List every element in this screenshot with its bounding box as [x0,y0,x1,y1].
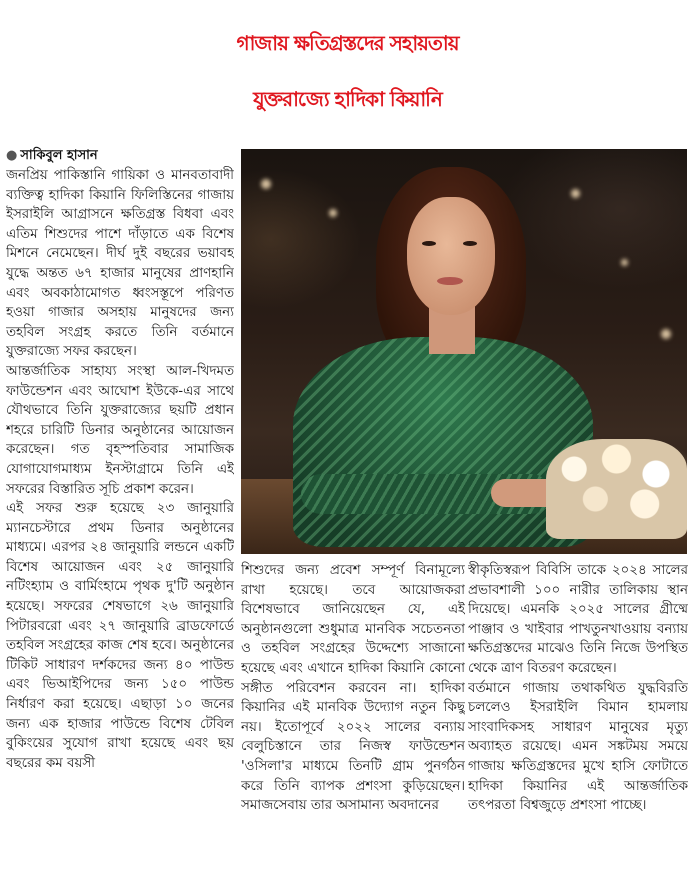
article-paragraph: বর্তমানে গাজায় তথাকথিত যুদ্ধবিরতি চললেও ইসরাইলি বিমান হামলায় সাংবাদিকসহ সাধারণ মানুষের মৃত্যু অব্যাহত রয়েছে। এমন সঙ্কটময় সময়ে গাজায় ক্ষতিগ্রস্তদের মুখে হাসি ফোটাতে হাদিকা কিয়ানির এই আন্তর্জাতিক তৎপরতা বিশ্বজুড়ে প্রশংসা পাচ্ছে। [468,680,688,814]
article-paragraph: জনপ্রিয় পাকিস্তানি গায়িকা ও মানবতাবাদী ব্যক্তিত্ব হাদিকা কিয়ানি ফিলিস্তিনের গাজায় ইসরাইলি আগ্রাসনে ক্ষতিগ্রস্ত বিধবা এবং এতিম শিশুদের পাশে দাঁড়াতে এক বিশেষ মিশনে নেমেছেন। দীর্ঘ দুই বছরের ভয়াবহ যুদ্ধে অন্তত ৬৭ হাজার মানুষের প্রাণহানি এবং অবকাঠামোগত ধ্বংসস্তূপে পরিণত হওয়া গাজার অসহায় মানুষদের জন্য তহবিল সংগ্রহ করতে তিনি বর্তমানে যুক্তরাজ্যে সফর করছেন। [6,168,234,360]
headline-line-2: যুক্তরাজ্যে হাদিকা কিয়ানি [253,87,442,111]
article-paragraph: স্বীকৃতিস্বরূপ বিবিসি তাকে ২০২৪ সালের প্রভাবশালী ১০০ নারীর তালিকায় স্থান দিয়েছে। এমনকি ২০২৫ সালের গ্রীষ্মে পাঞ্জাব ও খাইবার পাখতুনখাওয়ায় বন্যায় ক্ষতিগ্রস্তদের মাঝেও তিনি নিজে উপস্থিত থেকে ত্রাণ বিতরণ করেছেন। [468,563,688,676]
bullet-icon: ● [6,148,18,163]
article-photo [241,149,687,554]
article-column-left [6,166,234,871]
article-paragraph: আন্তর্জাতিক সাহায্য সংস্থা আল-খিদমত ফাউন্ডেশন এবং আঘোশ ইউকে-এর সাথে যৌথভাবে তিনি যুক্তরাজ্যের ছয়টি প্রধান শহরে চারিটি ডিনার অনুষ্ঠানের আয়োজন করেছেন। গত বৃহস্পতিবার সামাজিক যোগাযোগমাধ্যম ইনস্টাগ্রামে তিনি এই সফরের বিস্তারিত সূচি প্রকাশ করেন। [6,363,234,497]
article-column-right [468,561,688,871]
article-paragraph: এই সফর শুরু হয়েছে ২৩ জানুয়ারি ম্যানচেস্টারে প্রথম ডিনার অনুষ্ঠানের মাধ্যমে। এরপর ২৪ জানুয়ারি লন্ডনে একটি বিশেষ আয়োজন এবং ২৫ জানুয়ারি নটিংহ্যাম ও বার্মিংহামে পৃথক দু'টি অনুষ্ঠান হয়েছে। সফরের শেষভাগে ২৬ জানুয়ারি পিটারবরো এবং ২৭ জানুয়ারি ব্রাডফোর্ডে তহবিল সংগ্রহের কাজ শেষ হবে। অনুষ্ঠানের টিকিট সাধারণ দর্শকদের জন্য ৪০ পাউন্ড এবং ভিআইপিদের জন্য ১৫০ পাউন্ড নির্ধারণ করা হয়েছে। এছাড়া ১০ জনের জন্য এক হাজার পাউন্ডে বিশেষ টেবিল বুকিংয়ের সুযোগ রাখা হয়েছে এবং ছয় বছরের কম বয়সী [6,501,234,771]
headline-line-1: গাজায় ক্ষতিগ্রস্তদের সহায়তায় [236,31,459,55]
byline-author: সাকিবুল হাসান [20,148,98,163]
article-column-middle [241,561,465,871]
byline [6,146,98,167]
article-paragraph: শিশুদের জন্য প্রবেশ সম্পূর্ণ বিনামূল্যে রাখা হয়েছে। তবে আয়োজকরা বিশেষভাবে জানিয়েছেন যে, এই অনুষ্ঠানগুলো শুধুমাত্র মানবিক সচেতনতা ও তহবিল সংগ্রহের উদ্দেশ্যে সাজানো হয়েছে এবং এখানে হাদিকা কিয়ানি কোনো সঙ্গীত পরিবেশন করবেন না। হাদিকা কিয়ানির এই মানবিক উদ্যোগ নতুন কিছু নয়। ইতোপূর্বে ২০২২ সালের বন্যায় বেলুচিস্তানে তার নিজস্ব ফাউন্ডেশন 'ওসিলা'র মাধ্যমে তিনটি গ্রাম পুনর্গঠন করে তিনি ব্যাপক প্রশংসা কুড়িয়েছেন। সমাজসেবায় তার অসামান্য অবদানের [241,563,465,814]
